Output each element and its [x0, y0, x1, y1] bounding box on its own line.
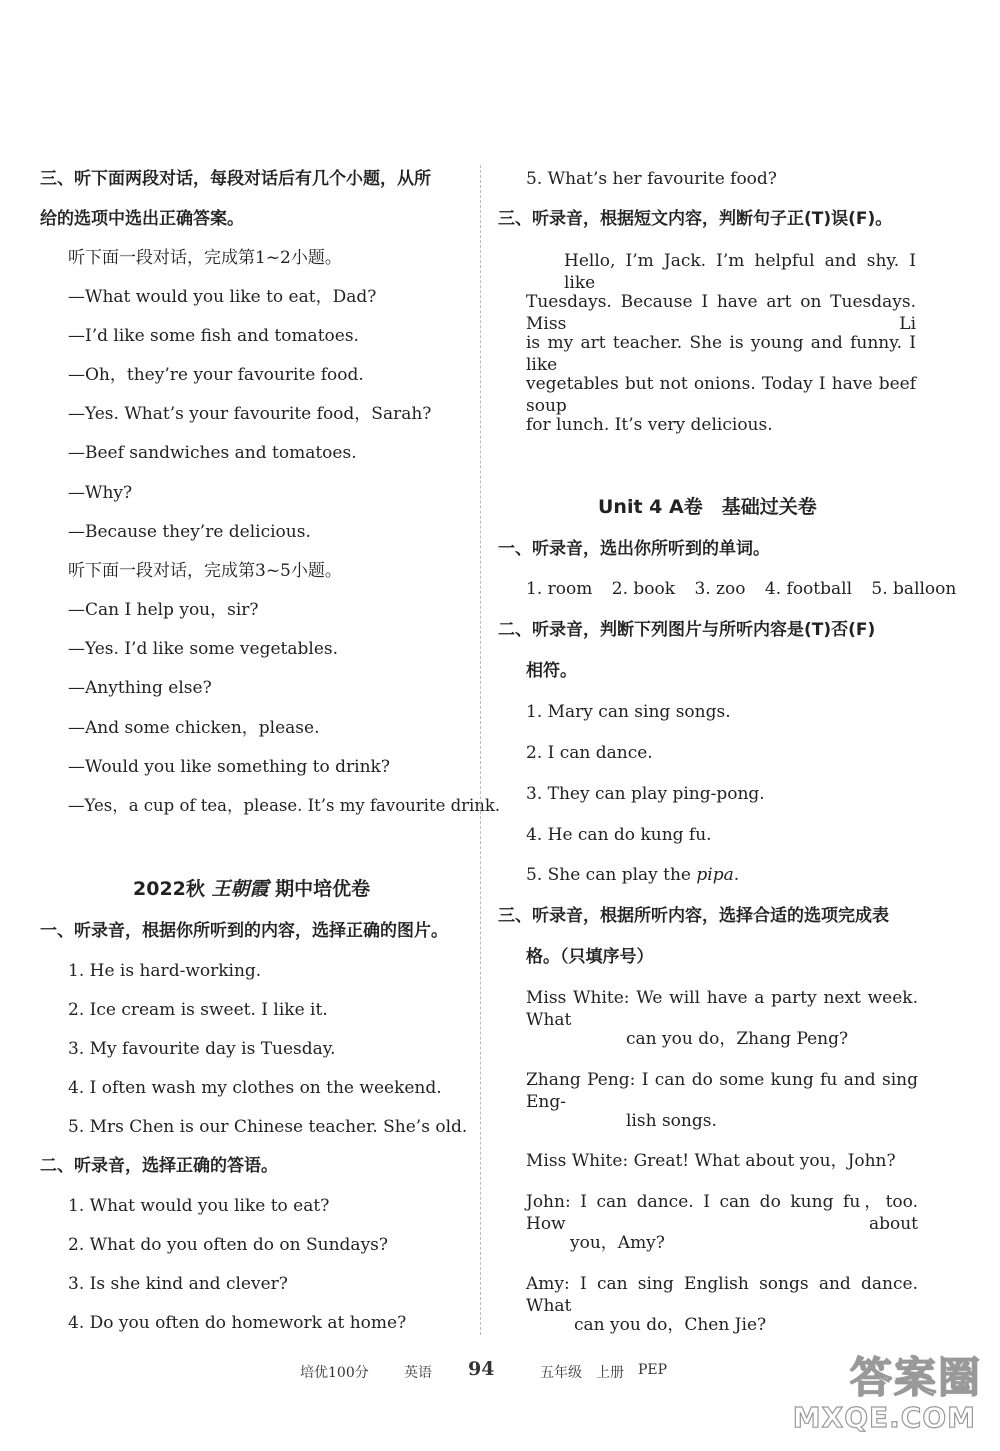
passage-line: for lunch. It’s very delicious.	[526, 415, 773, 435]
footer-volume: 上册	[596, 1365, 624, 1381]
word-item: 1. room	[526, 579, 593, 599]
column-divider	[480, 165, 481, 1335]
part2-item: 2. What do you often do on Sundays?	[68, 1235, 389, 1255]
dialog-line: can you do，Chen Jie?	[574, 1315, 767, 1335]
page-number: 94	[468, 1358, 495, 1380]
exam-title-prefix: 2022秋	[133, 878, 205, 900]
dialog2-intro: 听下面一段对话，完成第3~5小题。	[68, 561, 342, 581]
footer-edition: PEP	[638, 1362, 668, 1378]
dialog-line: Miss White: Great! What about you，John?	[526, 1151, 896, 1171]
part2-item: 3. Is she kind and clever?	[68, 1274, 288, 1294]
dialog-line: lish songs.	[626, 1111, 717, 1131]
unit-part2-item: 2. I can dance.	[526, 743, 653, 763]
section3-heading: 三、听下面两段对话，每段对话后有几个小题，从所	[40, 169, 431, 189]
dialog-line: Miss White: We will have a party next week. What	[526, 988, 918, 1030]
dialog-line: —Because they’re delicious.	[68, 522, 311, 542]
exam-title-brand: 王朝霞	[211, 878, 269, 900]
passage-line: is my art teacher. She is young and funny. I like	[526, 333, 916, 375]
dialog-line: —Oh，they’re your favourite food.	[68, 365, 364, 385]
dialog-line: —What would you like to eat，Dad?	[68, 287, 377, 307]
item-italic-word: pipa	[696, 865, 734, 885]
word-list	[526, 578, 957, 600]
unit-part2-heading-cont: 相符。	[526, 661, 577, 681]
part1-item: 1. He is hard-working.	[68, 961, 262, 981]
dialog-line: —Yes，a cup of tea，please. It’s my favourite drink.	[68, 796, 501, 815]
dialog-line: —Can I help you，sir?	[68, 600, 259, 620]
item-text: 5. She can play the	[526, 865, 697, 885]
part2-item: 1. What would you like to eat?	[68, 1196, 330, 1216]
part1-heading: 一、听录音，根据你所听到的内容，选择正确的图片。	[40, 921, 448, 941]
dialog-line: John: I can dance. I can do kung fu，too. How about	[526, 1192, 918, 1234]
dialog-line: Amy: I can sing English songs and dance. What	[526, 1274, 918, 1316]
dialog-line: can you do，Zhang Peng?	[626, 1029, 849, 1049]
part2-item: 4. Do you often do homework at home?	[68, 1313, 407, 1333]
dialog-line: —And some chicken，please.	[68, 718, 320, 738]
dialog-line: —Why?	[68, 483, 133, 503]
unit-part3-heading-cont: 格。（只填序号）	[526, 947, 654, 967]
word-item: 4. football	[764, 579, 853, 599]
unit-part2-item: 4. He can do kung fu.	[526, 825, 712, 845]
dialog-line: —Anything else?	[68, 678, 212, 698]
unit-part1-heading: 一、听录音，选出你所听到的单词。	[498, 539, 770, 559]
dialog-line: —Would you like something to drink?	[68, 757, 390, 777]
passage-line: Tuesdays. Because I have art on Tuesdays. Miss Li	[526, 292, 916, 334]
dialog-line: —Yes. What’s your favourite food，Sarah?	[68, 404, 432, 424]
watermark	[792, 1345, 982, 1445]
unit-part2-item-5	[526, 864, 739, 886]
watermark-site: MXQE.COM	[792, 1401, 976, 1434]
word-item: 5. balloon	[871, 579, 957, 599]
part1-item: 2. Ice cream is sweet. I like it.	[68, 1000, 328, 1020]
part1-item: 5. Mrs Chen is our Chinese teacher. She’s old.	[68, 1117, 468, 1137]
footer-book: 培优100分	[300, 1365, 369, 1381]
watermark-logo: 答案圈	[849, 1353, 982, 1402]
exam-title-suffix: 期中培优卷	[275, 878, 371, 900]
passage-line: Hello, I’m Jack. I’m helpful and shy. I like	[564, 251, 916, 293]
dialog-line: —I’d like some fish and tomatoes.	[68, 326, 359, 346]
part1-item: 3. My favourite day is Tuesday.	[68, 1039, 336, 1059]
unit-part2-heading: 二、听录音，判断下列图片与所听内容是(T)否(F)	[498, 620, 876, 640]
item-punct: .	[733, 865, 740, 885]
exam-title	[133, 878, 370, 900]
word-item: 3. zoo	[694, 579, 746, 599]
dialog-line: you，Amy?	[570, 1233, 665, 1253]
unit-part2-item: 3. They can play ping-pong.	[526, 784, 765, 804]
part3-heading: 三、听录音，根据短文内容，判断句子正(T)误(F)。	[498, 209, 893, 229]
footer-grade: 五年级	[540, 1365, 582, 1381]
unit-part2-item: 1. Mary can sing songs.	[526, 702, 731, 722]
dialog1-intro: 听下面一段对话，完成第1~2小题。	[68, 248, 342, 268]
dialog-line: Zhang Peng: I can do some kung fu and sing Eng-	[526, 1070, 918, 1112]
word-item: 2. book	[611, 579, 676, 599]
passage-line: vegetables but not onions. Today I have beef soup	[526, 374, 916, 416]
dialog-line: —Beef sandwiches and tomatoes.	[68, 443, 357, 463]
part1-item: 4. I often wash my clothes on the weekend.	[68, 1078, 442, 1098]
footer-subject: 英语	[404, 1365, 432, 1381]
question-item: 5. What’s her favourite food?	[526, 169, 777, 189]
unit-part3-heading: 三、听录音，根据所听内容，选择合适的选项完成表	[498, 906, 889, 926]
section3-heading-cont: 给的选项中选出正确答案。	[40, 209, 244, 229]
unit-title: Unit 4 A卷 基础过关卷	[598, 496, 817, 518]
part2-heading: 二、听录音，选择正确的答语。	[40, 1156, 278, 1176]
dialog-line: —Yes. I’d like some vegetables.	[68, 639, 339, 659]
